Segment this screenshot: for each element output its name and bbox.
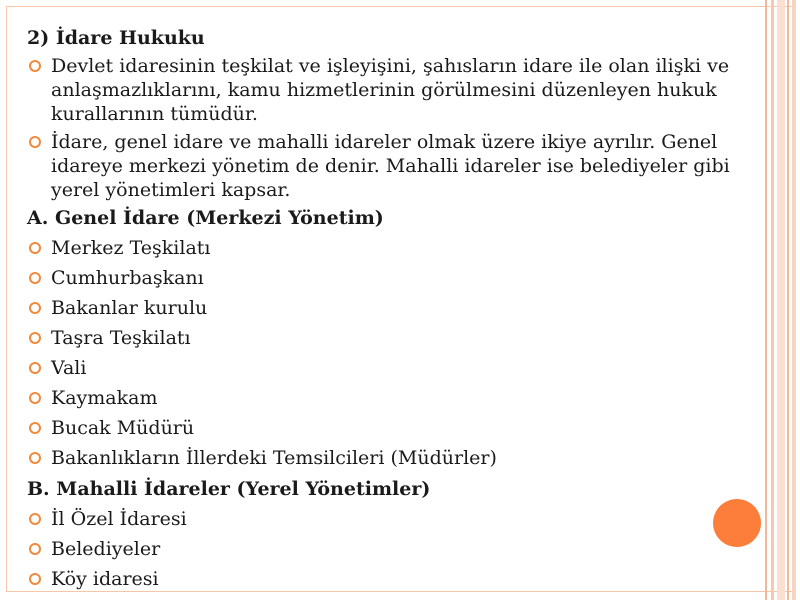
list-item-text: İdare, genel idare ve mahalli idareler olmak üzere ikiye ayrılır. Genel idareye merkezi yönetim de denir. Mahalli idareler ise belediyeler gibi yerel yönetimleri kapsar.: [51, 131, 730, 201]
list-item: [27, 263, 767, 293]
list-item-text: Cumhurbaşkanı: [51, 267, 204, 289]
list-item: [27, 323, 767, 353]
list-item-text: Kaymakam: [51, 387, 158, 409]
bullet-icon: [29, 136, 41, 148]
bullet-icon: [29, 513, 41, 525]
section-a-title: A. Genel İdare (Merkezi Yönetim): [27, 207, 384, 229]
list-item: [27, 534, 767, 564]
list-item-text: Merkez Teşkilatı: [51, 237, 211, 259]
bullet-icon: [29, 573, 41, 585]
list-item: [27, 54, 767, 126]
decorative-stripes: [765, 0, 800, 600]
bullet-icon: [29, 422, 41, 434]
list-item-text: Belediyeler: [51, 538, 161, 560]
list-item: [27, 443, 767, 473]
list-item-text: Bakanlıkların İllerdeki Temsilcileri (Müdürler): [51, 447, 497, 469]
bullet-icon: [29, 60, 41, 72]
list-item: [27, 233, 767, 263]
section-b-title: B. Mahalli İdareler (Yerel Yönetimler): [27, 478, 431, 500]
slide-content: [27, 26, 767, 594]
list-item: [27, 130, 767, 202]
bullet-icon: [29, 543, 41, 555]
list-item: [27, 413, 767, 443]
bullet-icon: [29, 392, 41, 404]
bullet-icon: [29, 452, 41, 464]
list-item-text: Bucak Müdürü: [51, 417, 195, 439]
list-item-text: Bakanlar kurulu: [51, 297, 208, 319]
list-item: [27, 504, 767, 534]
list-item-text: Vali: [51, 357, 87, 379]
decorative-circle: [713, 499, 761, 547]
list-item: [27, 564, 767, 594]
bullet-icon: [29, 362, 41, 374]
bullet-icon: [29, 302, 41, 314]
bullet-icon: [29, 242, 41, 254]
list-item-text: Köy idaresi: [51, 568, 159, 590]
list-item: [27, 353, 767, 383]
section-title: 2) İdare Hukuku: [27, 27, 205, 49]
list-item-text: Devlet idaresinin teşkilat ve işleyişini, şahısların idare ile olan ilişki ve anlaşmazlıklarını, kamu hizmetlerinin görülmesini düzenleyen hukuk kurallarının tümüdür.: [51, 55, 730, 125]
list-item-text: Taşra Teşkilatı: [51, 327, 191, 349]
list-item: [27, 383, 767, 413]
bullet-icon: [29, 332, 41, 344]
bullet-icon: [29, 272, 41, 284]
list-item: [27, 293, 767, 323]
list-item-text: İl Özel İdaresi: [51, 508, 187, 530]
